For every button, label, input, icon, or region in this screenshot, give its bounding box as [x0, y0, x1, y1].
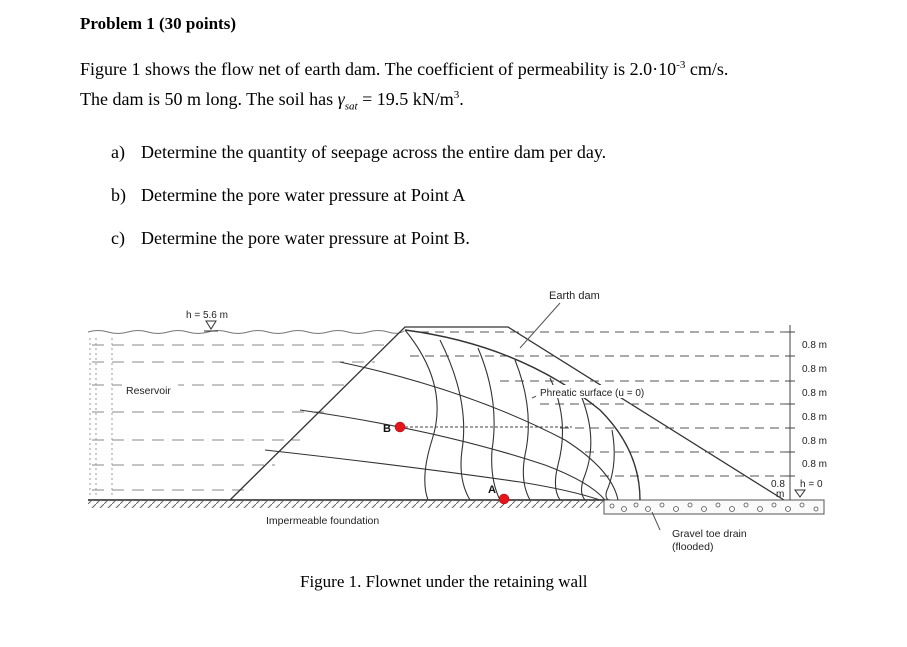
water-level-triangle — [206, 321, 216, 329]
spacing-label: 0.8 m — [802, 340, 828, 351]
earth-dam-label: Earth dam — [549, 290, 600, 302]
drain-label-2: (flooded) — [672, 541, 714, 553]
head-label: h = 5.6 m — [186, 310, 228, 321]
toe-level-triangle — [795, 490, 805, 497]
flow-lines — [265, 362, 618, 500]
phreatic-label: Phreatic surface (u = 0) — [540, 388, 645, 399]
leader-lines — [520, 303, 660, 530]
toe-spacing-unit: m — [776, 489, 785, 500]
point-a-label: A — [488, 484, 496, 496]
spacing-label: 0.8 m — [802, 459, 828, 470]
equipotential-levels — [410, 332, 790, 476]
dam-outline — [230, 327, 784, 500]
point-b-marker — [395, 422, 405, 432]
toe-spacing-label: 0.8 — [771, 479, 785, 490]
water-surface-line — [88, 331, 404, 334]
statement-line-2: The dam is 50 m long. The soil has $\gamma_{sat} = 19.5$ $kN/m^3$. — [80, 89, 464, 113]
foundation-hatch — [88, 500, 610, 508]
statement-line-1: Figure 1 shows the flow net of earth dam. The coefficient of permeability is $2.0\cdot 10^{-3}$ cm/s. — [80, 59, 729, 79]
problem-title: Problem 1 (30 points) — [80, 14, 236, 33]
question-b: b) Determine the pore water pressure at Point A — [111, 185, 466, 205]
drain-label-1: Gravel toe drain — [672, 528, 747, 540]
question-c: c) Determine the pore water pressure at Point B. — [111, 228, 470, 248]
question-a: a) Determine the quantity of seepage across the entire dam per day. — [111, 142, 607, 162]
h-zero-label: h = 0 — [800, 479, 823, 490]
point-a-marker — [499, 494, 509, 504]
foundation-label: Impermeable foundation — [266, 515, 380, 527]
spacing-label: 0.8 m — [802, 388, 828, 399]
figure-caption: Figure 1. Flownet under the retaining wall — [300, 572, 588, 591]
spacing-label: 0.8 m — [802, 412, 828, 423]
spacing-label: 0.8 m — [802, 364, 828, 375]
point-b-label: B — [383, 423, 391, 435]
reservoir-label: Reservoir — [126, 385, 171, 397]
spacing-label: 0.8 m — [802, 436, 828, 447]
